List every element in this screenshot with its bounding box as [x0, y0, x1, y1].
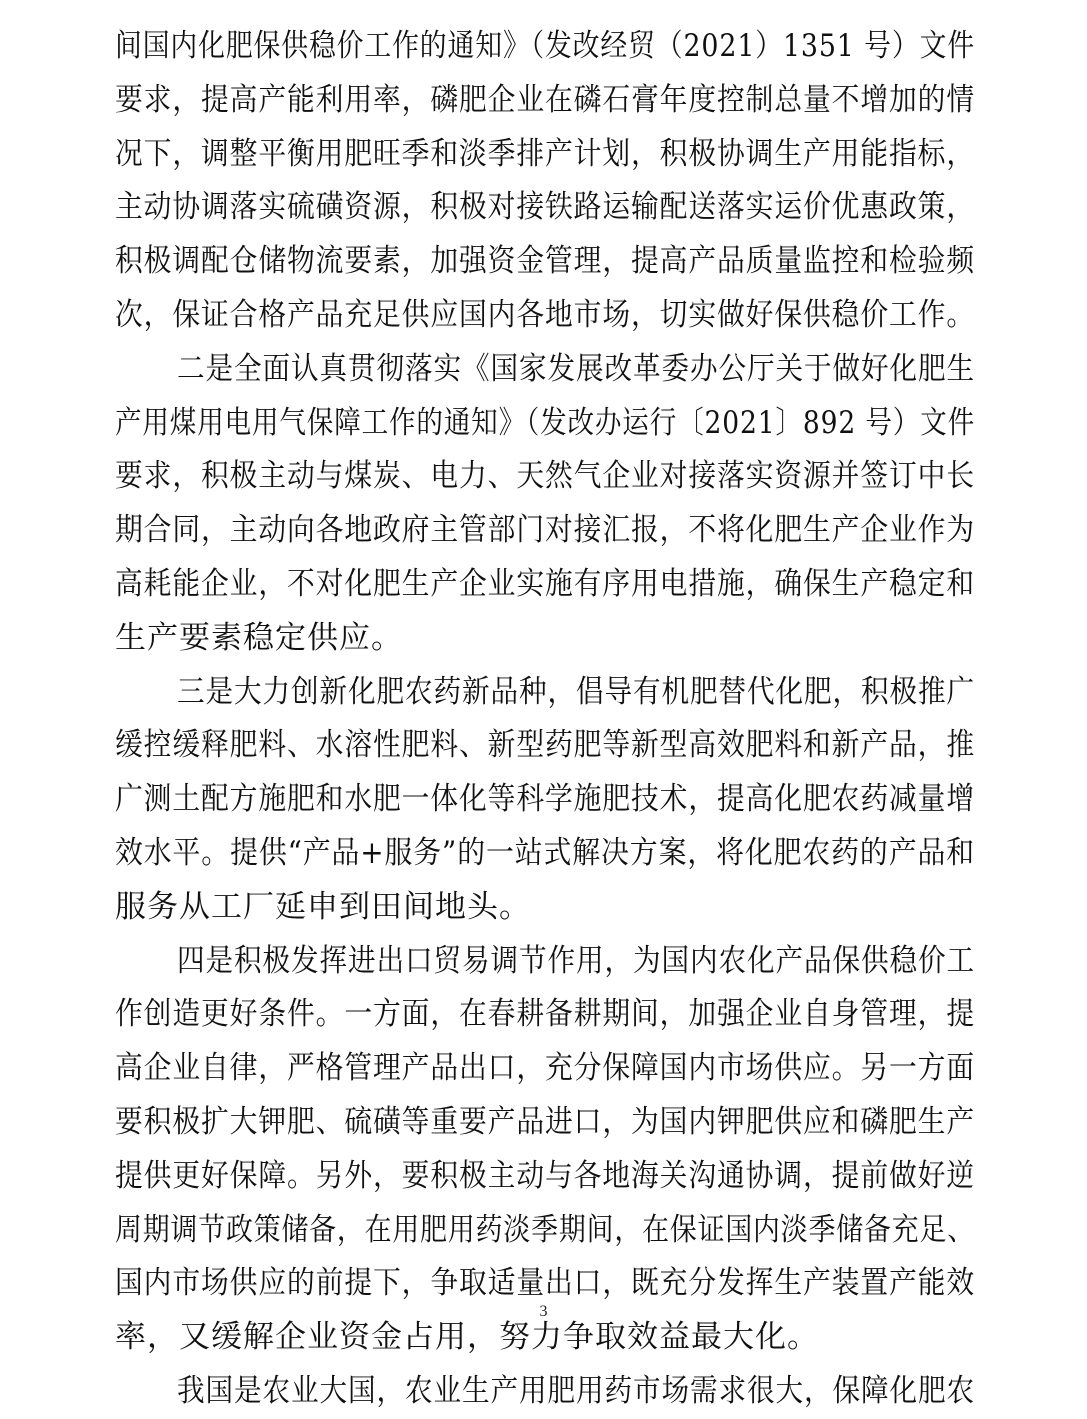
text-line: 要求，积极主动与煤炭、电力、天然气企业对接落实资源并签订中长 [115, 458, 975, 495]
text-line: 间国内化肥保供稳价工作的通知》（发改经贸（2021）1351 号）文件 [115, 28, 975, 64]
text-line: 二是全面认真贯彻落实《国家发展改革委办公厅关于做好化肥生 [177, 350, 975, 387]
text-line: 生产要素稳定供应。 [115, 619, 403, 656]
page-number: 3 [539, 1303, 548, 1320]
text-line: 效水平。提供“产品+服务”的一站式解决方案，将化肥农药的产品和 [115, 834, 975, 871]
text-line: 周期调节政策储备，在用肥用药淡季期间，在保证国内淡季储备充足、 [115, 1211, 975, 1248]
text-line: 况下，调整平衡用肥旺季和淡季排产计划，积极协调生产用能指标， [115, 135, 975, 172]
text-line: 主动协调落实硫磺资源，积极对接铁路运输配送落实运价优惠政策， [115, 189, 975, 226]
text-line: 三是大力创新化肥农药新品种，倡导有机肥替代化肥，积极推广 [177, 673, 975, 710]
text-line: 我国是农业大国，农业生产用肥用药市场需求很大，保障化肥农 [177, 1372, 975, 1409]
text-line: 广测土配方施肥和水肥一体化等科学施肥技术，提高化肥农药减量增 [115, 781, 975, 818]
text-line: 高企业自律，严格管理产品出口，充分保障国内市场供应。另一方面 [115, 1050, 975, 1087]
text-line: 期合同，主动向各地政府主管部门对接汇报，不将化肥生产企业作为 [115, 512, 975, 549]
text-line: 提供更好保障。另外，要积极主动与各地海关沟通协调，提前做好逆 [115, 1157, 975, 1194]
text-line: 作创造更好条件。一方面，在春耕备耕期间，加强企业自身管理，提 [115, 996, 975, 1033]
text-line: 积极调配仓储物流要素，加强资金管理，提高产品质量监控和检验频 [115, 243, 975, 280]
text-line: 次，保证合格产品充足供应国内各地市场，切实做好保供稳价工作。 [115, 296, 975, 333]
text-line: 国内市场供应的前提下，争取适量出口，既充分发挥生产装置产能效 [115, 1265, 975, 1302]
text-line: 高耗能企业，不对化肥生产企业实施有序用电措施，确保生产稳定和 [115, 565, 975, 602]
text-line: 四是积极发挥进出口贸易调节作用，为国内农化产品保供稳价工 [177, 942, 975, 979]
text-line: 要积极扩大钾肥、硫磺等重要产品进口，为国内钾肥供应和磷肥生产 [115, 1103, 975, 1140]
text-line: 服务从工厂延申到田间地头。 [115, 888, 531, 925]
document-body [115, 20, 975, 1419]
text-line: 产用煤用电用气保障工作的通知》（发改办运行〔2021〕892 号）文件 [115, 404, 975, 441]
text-line: 率，又缓解企业资金占用，努力争取效益最大化。 [115, 1319, 819, 1356]
text-line: 缓控缓释肥料、水溶性肥料、新型药肥等新型高效肥料和新产品，推 [115, 727, 975, 764]
text-line: 要求，提高产能利用率，磷肥企业在磷石膏年度控制总量不增加的情 [115, 81, 975, 118]
